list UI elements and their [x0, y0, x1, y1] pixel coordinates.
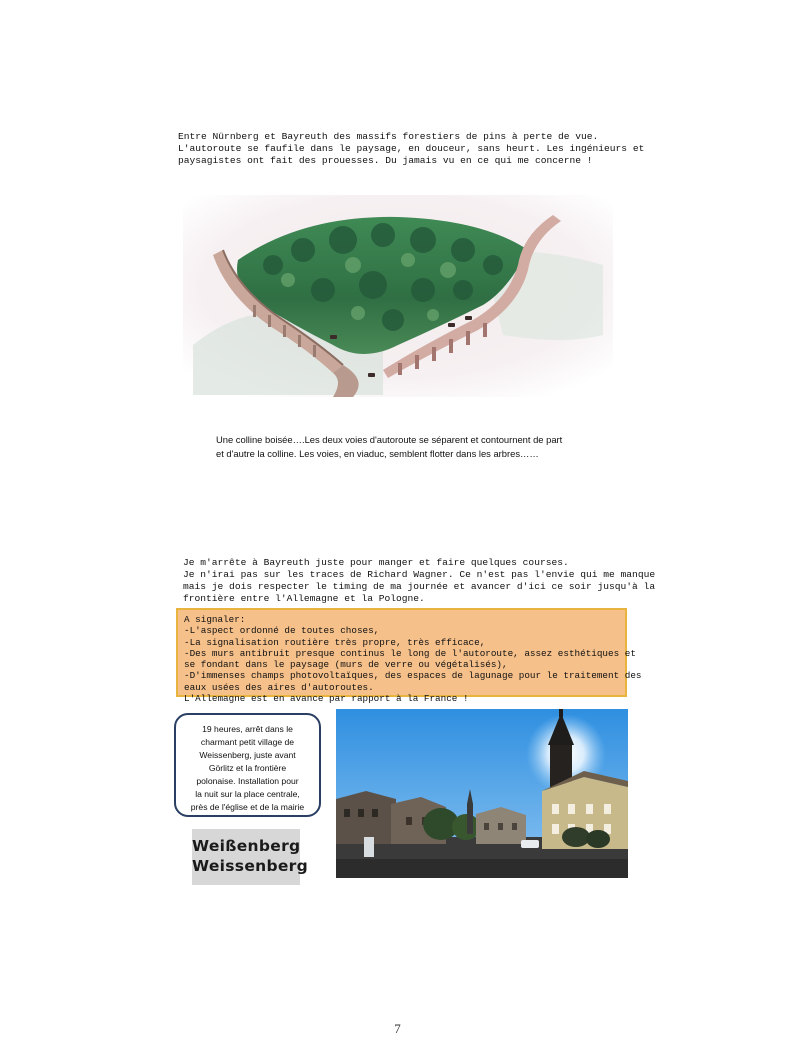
note-line: eaux usées des aires d'autoroutes. [184, 681, 374, 693]
intro-line: Entre Nürnberg et Bayreuth des massifs forestiers de pins à perte de vue. [178, 131, 599, 142]
note-line: L'Allemagne est en avance par rapport à la France ! [184, 693, 469, 705]
sign-line: Weissenberg [192, 857, 309, 875]
callout-line: près de l'église et de la mairie [190, 802, 305, 812]
callout-line: polonaise. Installation pour [196, 776, 299, 786]
para-line: frontière entre l'Allemagne et la Pologne. [183, 593, 425, 604]
bayreuth-paragraph [183, 557, 656, 605]
arrival-callout [174, 713, 321, 817]
para-line: mais je dois respecter le timing de ma journée et avancer d'ici ce soir jusqu'à la [183, 581, 656, 592]
caption-line: Une colline boisée….Les deux voies d'autoroute se séparent et contournent de part [216, 434, 563, 445]
callout-line: Görlitz et la frontière [208, 763, 287, 773]
village-square-photo [336, 709, 628, 878]
note-box [176, 608, 642, 705]
painting-caption [216, 433, 596, 461]
note-line: -L'aspect ordonné de toutes choses, [184, 625, 380, 637]
callout-line: la nuit sur la place centrale, [195, 789, 300, 799]
para-line: Je m'arrête à Bayreuth juste pour manger et faire quelques courses. [183, 557, 569, 568]
watercolor-viaduct-painting [183, 195, 613, 397]
callout-line: charmant petit village de [200, 737, 295, 747]
callout-line: Weissenberg, juste avant [199, 750, 296, 760]
note-line: -Des murs antibruit presque continus le long de l'autoroute, assez esthétiques et [184, 647, 636, 659]
town-sign [192, 829, 309, 885]
intro-paragraph [178, 131, 645, 167]
callout-line: 19 heures, arrêt dans le [202, 724, 293, 734]
note-line: A signaler: [184, 614, 246, 625]
note-line: -D'immenses champs photovoltaïques, des espaces de lagunage pour le traitement des [184, 670, 642, 682]
sign-line: Weißenberg [192, 837, 301, 855]
page-number: 7 [394, 1021, 401, 1036]
para-line: Je n'irai pas sur les traces de Richard Wagner. Ce n'est pas l'envie qui me manque [183, 569, 656, 580]
intro-line: L'autoroute se faufile dans le paysage, en douceur, sans heurt. Les ingénieurs et [178, 143, 645, 154]
note-line: se fondant dans le paysage (murs de verre ou végétalisés), [184, 659, 508, 671]
note-line: -La signalisation routière très propre, très efficace, [184, 636, 486, 648]
caption-line: et d'autre la colline. Les voies, en viaduc, semblent flotter dans les arbres…… [216, 448, 539, 459]
intro-line: paysagistes ont fait des prouesses. Du jamais vu en ce qui me concerne ! [178, 155, 593, 166]
